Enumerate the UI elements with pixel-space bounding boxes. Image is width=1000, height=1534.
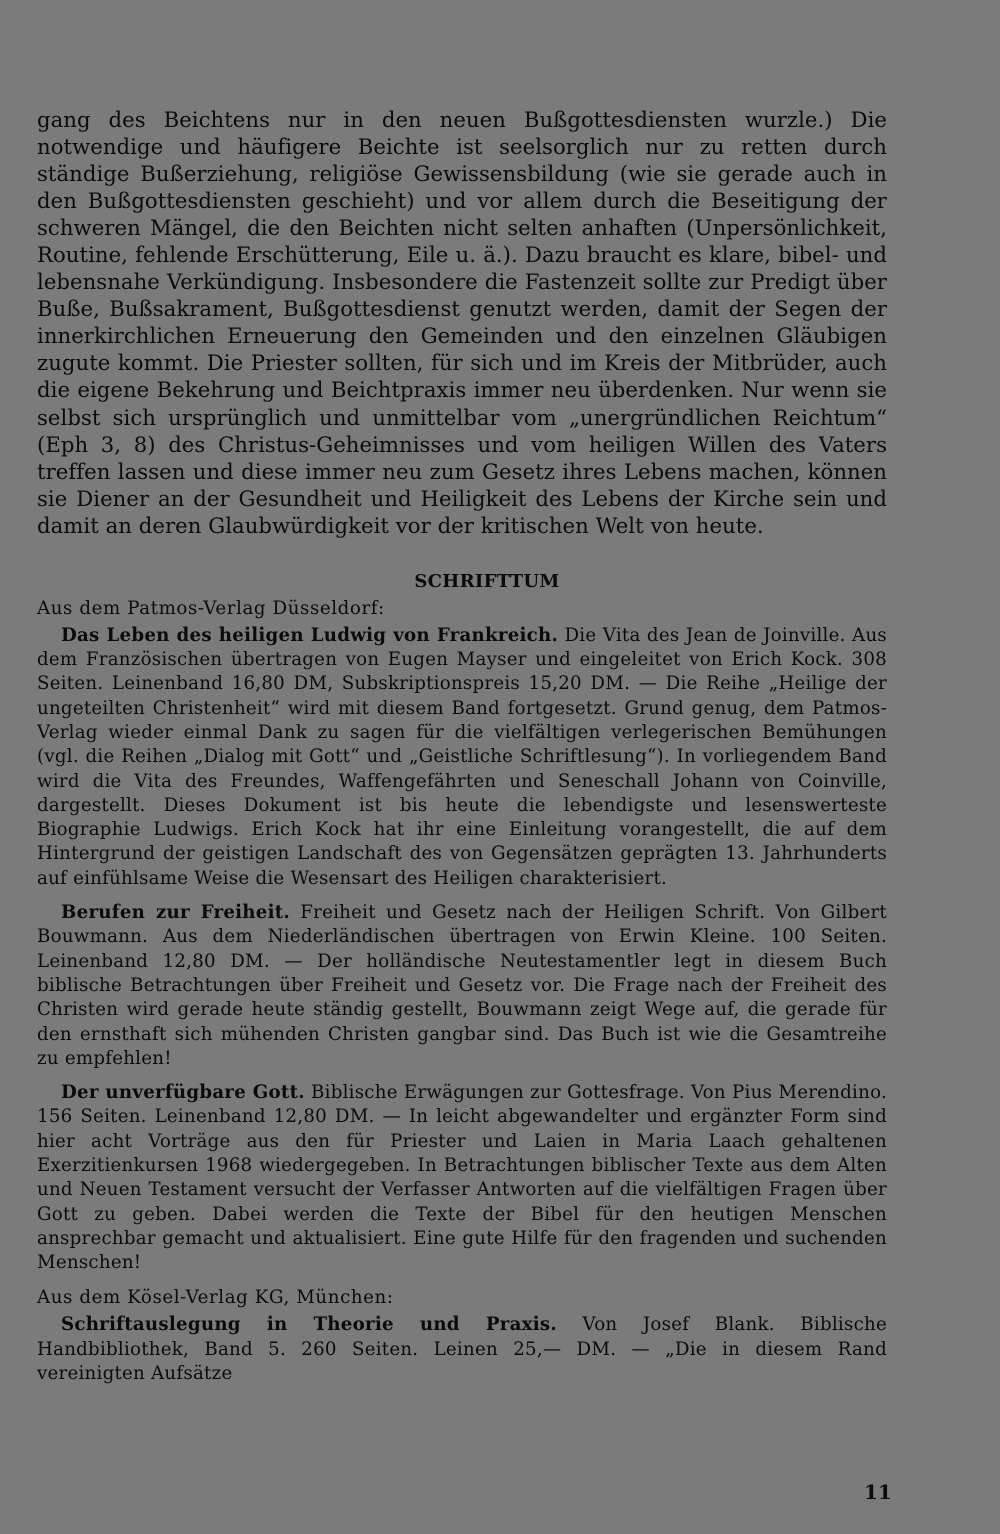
body-paragraph: gang des Beichtens nur in den neuen Bußgottesdiensten wurzle.) Die notwendige und häufigere Beichte ist seelsorglich nur zu retten durch ständige Bußerziehung, religiöse Gewissensbildung (wie sie gerade auch in den Bußgottesdiensten geschieht) und vor allem durch die Beseitigung der schweren Mängel, die den Beichten nicht selten anhaften (Unpersönlichkeit, Routine, fehlende Erschütterung, Eile u. ä.). Dazu braucht es klare, bibel- und lebensnahe Verkündigung. Insbesondere die Fastenzeit sollte zur Predigt über Buße, Bußsakrament, Bußgottesdienst genutzt werden, damit der Segen der innerkirchlichen Erneuerung den Gemeinden und den einzelnen Gläubigen zugute kommt. Die Priester sollten, für sich und im Kreis der Mitbrüder, auch die eigene Bekehrung und Beichtpraxis immer neu überdenken. Nur wenn sie selbst sich ursprünglich und unmittelbar vom „unergründlichen Reichtum“ (Eph 3, 8) des Christus-Geheimnisses und vom heiligen Willen des Vaters treffen lassen und diese immer neu zum Gesetz ihres Lebens machen, können sie Diener an der Gesundheit und Heiligkeit des Lebens der Kirche sein und damit an deren Glaubwürdigkeit vor der kritischen Welt von heute. [37,107,887,538]
book-review [37,1081,887,1275]
section-heading: SCHRIFTTUM [414,570,560,592]
review-text: Biblische Erwägungen zur Gottesfrage. Von Pius Merendino. 156 Seiten. Leinenband 12,80 DM. — In leicht abgewandelter und ergänzter Form sind hier acht Vorträge aus den für Priester und Laien in Maria Laach gehaltenen Exerzitienkursen 1968 wiedergegeben. In Betrachtungen biblischer Texte aus dem Alten und Neuen Testament versucht der Verfasser Antworten auf die vielfältigen Fragen über Gott zu geben. Dabei werden die Texte der Bibel für den heutigen Menschen ansprechbar gemacht und aktualisiert. Eine gute Hilfe für den fragenden und suchenden Menschen! [37,1082,887,1274]
book-review [37,901,887,1071]
review-text: Freiheit und Gesetz nach der Heiligen Schrift. Von Gilbert Bouwmann. Aus dem Niederländischen übertragen von Erwin Kleine. 100 Seiten. Leinenband 12,80 DM. — Der holländische Neutestamentler legt in diesem Buch biblische Betrachtungen über Freiheit und Gesetz vor. Die Frage nach der Freiheit des Christen wird gerade heute ständig gestellt, Bouwmann zeigt Wege auf, die gerade für den ernsthaft sich mühenden Christen gangbar sind. Das Buch ist wie die Gesamtreihe zu empfehlen! [37,902,887,1069]
book-title: Schriftauslegung in Theorie und Praxis. [61,1314,557,1336]
book-review [37,624,887,891]
page-number: 11 [864,1480,892,1504]
review-text: Die Vita des Jean de Joinville. Aus dem Französischen übertragen von Eugen Mayser und eingeleitet von Erich Kock. 308 Seiten. Leinenband 16,80 DM, Subskriptionspreis 15,20 DM. — Die Reihe „Heilige der ungeteilten Christenheit“ wird mit diesem Band fortgesetzt. Grund genug, dem Patmos-Verlag wieder einmal Dank zu sagen für die vielfältigen verlegerischen Bemühungen (vgl. die Reihen „Dialog mit Gott“ und „Geistliche Schriftlesung“). In vorliegendem Band wird die Vita des Freundes, Waffengefährten und Seneschall Johann von Coinville, dargestellt. Dieses Dokument ist bis heute die lebendigste und lesenswerteste Biographie Ludwigs. Erich Kock hat ihr eine Einleitung vorangestellt, die auf dem Hintergrund der geistigen Landschaft des von Gegensätzen geprägten 13. Jahrhunderts auf einfühlsame Weise die Wesensart des Heiligen charakterisiert. [37,624,887,889]
publisher-section-koesel [37,1285,887,1386]
book-title: Der unverfügbare Gott. [61,1082,305,1104]
main-body-text [37,106,887,539]
page-content [37,106,887,1386]
book-review [37,1313,887,1386]
book-title: Das Leben des heiligen Ludwig von Frankreich. [61,624,559,646]
book-title: Berufen zur Freiheit. [61,902,290,924]
publisher-section-patmos [37,596,887,1276]
publisher-name: Aus dem Kösel-Verlag KG, München: [37,1287,394,1309]
publisher-name: Aus dem Patmos-Verlag Düsseldorf: [37,597,385,619]
review-text: Von Josef Blank. Biblische Handbibliothek, Band 5. 260 Seiten. Leinen 25,— DM. — „Die in diesem Rand vereinigten Aufsätze [37,1314,887,1385]
